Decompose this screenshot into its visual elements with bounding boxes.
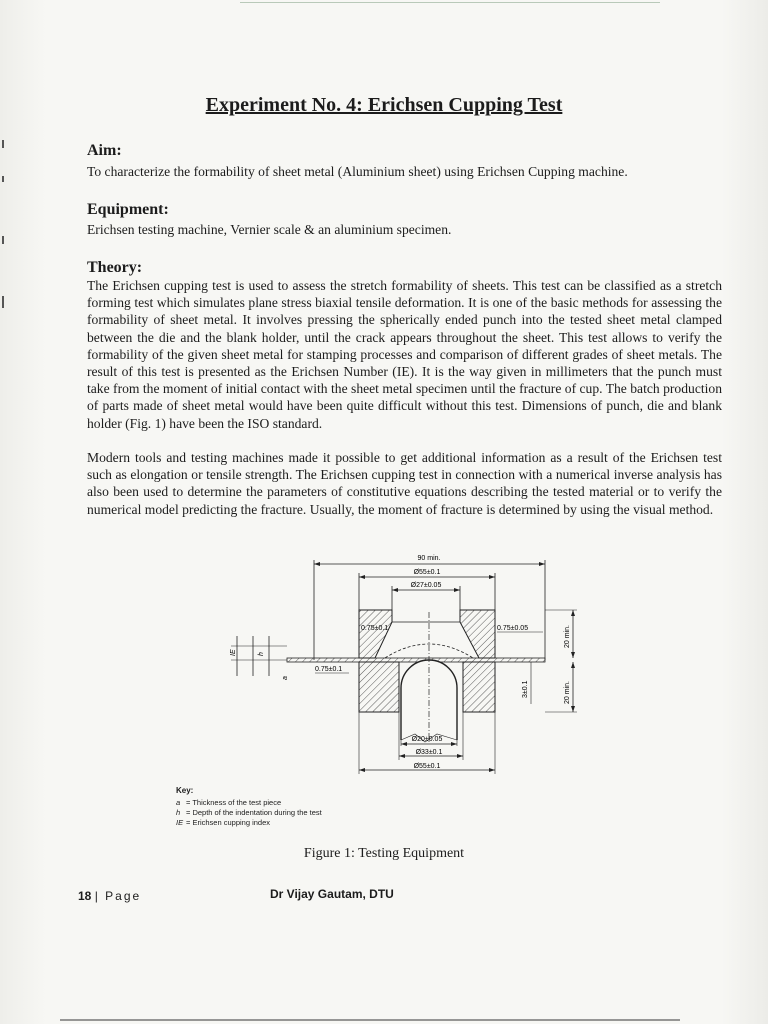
theory-paragraph-1: The Erichsen cupping test is used to assess the stretch formability of sheets. This test can be classified as a stretch forming test which simulates plane stress biaxial tensile deformation. It is one of the basic methods for assessing the formability of sheet metal. It involves pressing the spherically ended punch into the tested sheet metal clamped between the die and the blank holder, until the crack appears throughout the sheet. This test allows to verify the formability of the given sheet metal for stamping processes and comparison of different grades of sheet metals. The result of this test is presented as the Erichsen Number (IE). It is the way given in millimeters that the punch must take from the moment of initial contact with the sheet metal specimen until the fracture of cup. The batch production of parts made of sheet metal would have been quite difficult without this test. Dimensions of punch, die and blank holder (Fig. 1) have been the ISO standard. <box>87 278 722 431</box>
dim-20-punch-label: Ø20±0.05 <box>411 736 443 743</box>
label-a: a <box>282 676 289 680</box>
bottom-rule <box>60 1019 680 1021</box>
margin-mark <box>2 296 4 308</box>
key-item: IE = Erichsen cupping index <box>176 818 271 827</box>
theory-paragraph-2: Modern tools and testing machines made it possible to get additional information as a result of the Erichsen test such as elongation or tensile strength. The Erichsen cupping test in connection with a numerical inverse analysis has also been used to determine the parameters of constitutive equations describing the tested material or to verify the numerical model predicting the fracture. Usually, the moment of fracture is determined by using the visual method. <box>87 450 722 517</box>
dim-27-label: Ø27±0.05 <box>410 582 442 589</box>
figure-key <box>176 786 322 828</box>
dim-90-label: 90 min. <box>417 555 441 562</box>
key-title: Key: <box>176 786 194 795</box>
blank-holder-left <box>359 610 392 658</box>
dim-3-label: 3±0.1 <box>522 680 529 698</box>
margin-mark <box>2 176 4 182</box>
label-IE: IE <box>230 649 237 656</box>
dim-33-label: Ø33±0.1 <box>415 749 443 756</box>
die-left <box>359 662 399 712</box>
page-title: Experiment No. 4: Erichsen Cupping Test <box>205 94 563 116</box>
footer-author: Dr Vijay Gautam, DTU <box>270 887 394 901</box>
figure-caption: Figure 1: Testing Equipment <box>303 846 465 861</box>
dim-075-right-label: 0.75±0.05 <box>497 625 529 632</box>
dim-075-left-label: 0.75±0.1 <box>361 625 389 632</box>
aim-text: To characterize the formability of sheet metal (Aluminium sheet) using Erichsen Cupping machine. <box>87 164 628 179</box>
key-item: a = Thickness of the test piece <box>176 798 282 807</box>
dim-075-sheet-label: 0.75±0.1 <box>315 666 343 673</box>
blank-holder-right <box>460 610 495 658</box>
margin-mark <box>2 140 4 148</box>
margin-mark <box>2 236 4 244</box>
equipment-text: Erichsen testing machine, Vernier scale & an aluminium specimen. <box>87 222 452 237</box>
equipment-heading: Equipment: <box>87 201 169 218</box>
dim-20-bottom-label: 20 min. <box>564 681 571 704</box>
theory-heading: Theory: <box>87 259 143 276</box>
label-h: h <box>258 652 265 656</box>
dim-55-top-label: Ø55±0.1 <box>413 569 441 576</box>
dim-55-bottom-label: Ø55±0.1 <box>413 763 441 770</box>
dim-20-top-label: 20 min. <box>564 625 571 648</box>
erichsen-tool-diagram <box>225 548 585 780</box>
sheet-specimen <box>287 658 545 662</box>
key-item: h = Depth of the indentation during the test <box>176 808 322 817</box>
die-right <box>463 662 495 712</box>
aim-heading: Aim: <box>87 142 122 159</box>
page-number: 18 | Page <box>78 889 142 903</box>
top-rule <box>240 2 660 3</box>
